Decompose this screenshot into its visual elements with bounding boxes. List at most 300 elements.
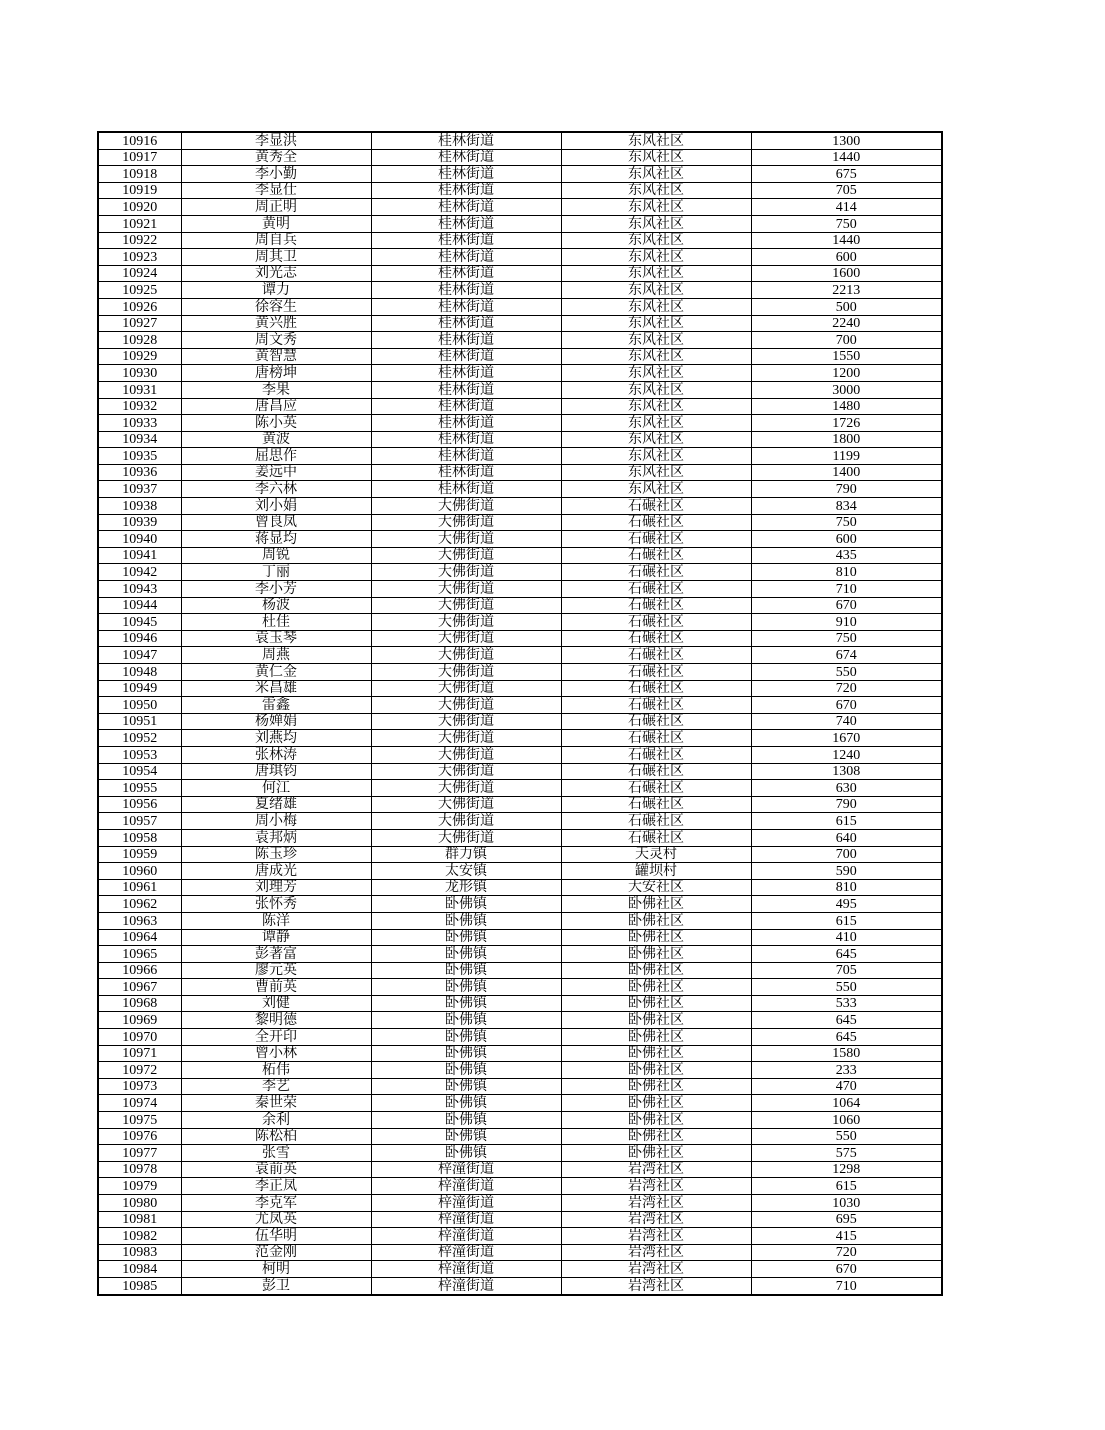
street-cell: 卧佛镇 <box>371 946 561 963</box>
table-row <box>98 664 942 681</box>
table-row <box>98 398 942 415</box>
table-row <box>98 962 942 979</box>
community-cell: 罐坝村 <box>561 863 751 880</box>
amount-cell: 2213 <box>751 282 942 299</box>
street-cell: 卧佛镇 <box>371 896 561 913</box>
name-cell: 张雪 <box>181 1145 371 1162</box>
name-cell: 李六林 <box>181 481 371 498</box>
record-id-cell: 10981 <box>98 1211 181 1228</box>
record-id-cell: 10957 <box>98 813 181 830</box>
record-id-cell: 10956 <box>98 796 181 813</box>
record-id-cell: 10966 <box>98 962 181 979</box>
amount-cell: 470 <box>751 1078 942 1095</box>
name-cell: 陈洋 <box>181 912 371 929</box>
record-id-cell: 10937 <box>98 481 181 498</box>
street-cell: 卧佛镇 <box>371 1029 561 1046</box>
table-row <box>98 1145 942 1162</box>
amount-cell: 700 <box>751 332 942 349</box>
community-cell: 卧佛社区 <box>561 1045 751 1062</box>
amount-cell: 705 <box>751 182 942 199</box>
name-cell: 李显仕 <box>181 182 371 199</box>
name-cell: 李小勤 <box>181 166 371 183</box>
community-cell: 东风社区 <box>561 348 751 365</box>
street-cell: 梓潼街道 <box>371 1261 561 1278</box>
amount-cell: 1200 <box>751 365 942 382</box>
community-cell: 石碾社区 <box>561 547 751 564</box>
record-id-cell: 10919 <box>98 182 181 199</box>
table-row <box>98 614 942 631</box>
community-cell: 石碾社区 <box>561 796 751 813</box>
street-cell: 大佛街道 <box>371 680 561 697</box>
name-cell: 李果 <box>181 381 371 398</box>
table-row <box>98 1277 942 1294</box>
street-cell: 大佛街道 <box>371 547 561 564</box>
street-cell: 卧佛镇 <box>371 1012 561 1029</box>
street-cell: 大佛街道 <box>371 597 561 614</box>
amount-cell: 414 <box>751 199 942 216</box>
record-id-cell: 10967 <box>98 979 181 996</box>
amount-cell: 1199 <box>751 448 942 465</box>
amount-cell: 600 <box>751 531 942 548</box>
name-cell: 黄明 <box>181 215 371 232</box>
amount-cell: 1600 <box>751 265 942 282</box>
record-id-cell: 10935 <box>98 448 181 465</box>
record-id-cell: 10923 <box>98 249 181 266</box>
amount-cell: 435 <box>751 547 942 564</box>
name-cell: 廖元英 <box>181 962 371 979</box>
street-cell: 桂林街道 <box>371 182 561 199</box>
community-cell: 东风社区 <box>561 182 751 199</box>
record-id-cell: 10969 <box>98 1012 181 1029</box>
amount-cell: 630 <box>751 780 942 797</box>
table-row <box>98 315 942 332</box>
table-row <box>98 1112 942 1129</box>
record-id-cell: 10983 <box>98 1244 181 1261</box>
name-cell: 尤凤英 <box>181 1211 371 1228</box>
street-cell: 桂林街道 <box>371 132 561 149</box>
street-cell: 卧佛镇 <box>371 962 561 979</box>
street-cell: 梓潼街道 <box>371 1228 561 1245</box>
community-cell: 石碾社区 <box>561 664 751 681</box>
record-id-cell: 10960 <box>98 863 181 880</box>
table-row <box>98 547 942 564</box>
name-cell: 周文秀 <box>181 332 371 349</box>
table-body <box>98 132 942 1295</box>
street-cell: 梓潼街道 <box>371 1211 561 1228</box>
table-row <box>98 481 942 498</box>
amount-cell: 834 <box>751 498 942 515</box>
amount-cell: 533 <box>751 995 942 1012</box>
street-cell: 梓潼街道 <box>371 1244 561 1261</box>
street-cell: 桂林街道 <box>371 232 561 249</box>
community-cell: 东风社区 <box>561 249 751 266</box>
amount-cell: 750 <box>751 514 942 531</box>
record-id-cell: 10953 <box>98 746 181 763</box>
record-id-cell: 10975 <box>98 1112 181 1129</box>
street-cell: 大佛街道 <box>371 647 561 664</box>
table-row <box>98 863 942 880</box>
name-cell: 李艺 <box>181 1078 371 1095</box>
record-id-cell: 10926 <box>98 298 181 315</box>
amount-cell: 670 <box>751 597 942 614</box>
name-cell: 屈思作 <box>181 448 371 465</box>
name-cell: 伍华明 <box>181 1228 371 1245</box>
record-id-cell: 10925 <box>98 282 181 299</box>
community-cell: 东风社区 <box>561 481 751 498</box>
street-cell: 桂林街道 <box>371 448 561 465</box>
record-id-cell: 10949 <box>98 680 181 697</box>
community-cell: 东风社区 <box>561 282 751 299</box>
community-cell: 东风社区 <box>561 265 751 282</box>
record-id-cell: 10927 <box>98 315 181 332</box>
street-cell: 桂林街道 <box>371 464 561 481</box>
community-cell: 东风社区 <box>561 132 751 149</box>
table-row <box>98 1062 942 1079</box>
community-cell: 大安社区 <box>561 879 751 896</box>
name-cell: 黄秀全 <box>181 149 371 166</box>
street-cell: 大佛街道 <box>371 630 561 647</box>
amount-cell: 700 <box>751 846 942 863</box>
table-row <box>98 912 942 929</box>
record-id-cell: 10976 <box>98 1128 181 1145</box>
name-cell: 李显洪 <box>181 132 371 149</box>
name-cell: 何江 <box>181 780 371 797</box>
table-row <box>98 730 942 747</box>
table-row <box>98 763 942 780</box>
table-row <box>98 846 942 863</box>
name-cell: 袁前英 <box>181 1161 371 1178</box>
record-id-cell: 10941 <box>98 547 181 564</box>
name-cell: 范金刚 <box>181 1244 371 1261</box>
record-id-cell: 10980 <box>98 1195 181 1212</box>
community-cell: 卧佛社区 <box>561 1145 751 1162</box>
amount-cell: 720 <box>751 1244 942 1261</box>
table-row <box>98 166 942 183</box>
table-row <box>98 813 942 830</box>
name-cell: 黄仁金 <box>181 664 371 681</box>
amount-cell: 1726 <box>751 415 942 432</box>
table-row <box>98 1012 942 1029</box>
amount-cell: 500 <box>751 298 942 315</box>
table-row <box>98 464 942 481</box>
amount-cell: 615 <box>751 1178 942 1195</box>
name-cell: 黄兴胜 <box>181 315 371 332</box>
name-cell: 黄波 <box>181 431 371 448</box>
record-id-cell: 10943 <box>98 581 181 598</box>
community-cell: 岩湾社区 <box>561 1178 751 1195</box>
amount-cell: 695 <box>751 1211 942 1228</box>
community-cell: 东风社区 <box>561 166 751 183</box>
record-id-cell: 10952 <box>98 730 181 747</box>
community-cell: 石碾社区 <box>561 680 751 697</box>
community-cell: 卧佛社区 <box>561 946 751 963</box>
community-cell: 东风社区 <box>561 464 751 481</box>
table-row <box>98 215 942 232</box>
amount-cell: 615 <box>751 813 942 830</box>
name-cell: 周自兵 <box>181 232 371 249</box>
street-cell: 桂林街道 <box>371 481 561 498</box>
community-cell: 卧佛社区 <box>561 912 751 929</box>
table-row <box>98 365 942 382</box>
amount-cell: 645 <box>751 1029 942 1046</box>
street-cell: 卧佛镇 <box>371 1045 561 1062</box>
name-cell: 徐容生 <box>181 298 371 315</box>
name-cell: 刘理芳 <box>181 879 371 896</box>
street-cell: 桂林街道 <box>371 431 561 448</box>
name-cell: 周燕 <box>181 647 371 664</box>
amount-cell: 710 <box>751 1277 942 1294</box>
name-cell: 张怀秀 <box>181 896 371 913</box>
community-cell: 岩湾社区 <box>561 1244 751 1261</box>
community-cell: 石碾社区 <box>561 713 751 730</box>
record-id-cell: 10918 <box>98 166 181 183</box>
community-cell: 天灵村 <box>561 846 751 863</box>
community-cell: 东风社区 <box>561 315 751 332</box>
table-row <box>98 381 942 398</box>
street-cell: 梓潼街道 <box>371 1161 561 1178</box>
community-cell: 东风社区 <box>561 415 751 432</box>
name-cell: 杨波 <box>181 597 371 614</box>
community-cell: 东风社区 <box>561 398 751 415</box>
name-cell: 刘燕均 <box>181 730 371 747</box>
street-cell: 太安镇 <box>371 863 561 880</box>
name-cell: 黄智慧 <box>181 348 371 365</box>
name-cell: 李正凤 <box>181 1178 371 1195</box>
community-cell: 石碾社区 <box>561 614 751 631</box>
amount-cell: 1240 <box>751 746 942 763</box>
name-cell: 刘光志 <box>181 265 371 282</box>
street-cell: 桂林街道 <box>371 249 561 266</box>
table-row <box>98 979 942 996</box>
amount-cell: 645 <box>751 946 942 963</box>
record-id-cell: 10924 <box>98 265 181 282</box>
community-cell: 卧佛社区 <box>561 1128 751 1145</box>
community-cell: 东风社区 <box>561 448 751 465</box>
community-cell: 石碾社区 <box>561 697 751 714</box>
name-cell: 李小芳 <box>181 581 371 598</box>
record-id-cell: 10932 <box>98 398 181 415</box>
table-row <box>98 1078 942 1095</box>
community-cell: 石碾社区 <box>561 647 751 664</box>
table-row <box>98 232 942 249</box>
name-cell: 陈玉珍 <box>181 846 371 863</box>
record-id-cell: 10930 <box>98 365 181 382</box>
table-row <box>98 1161 942 1178</box>
amount-cell: 495 <box>751 896 942 913</box>
table-row <box>98 564 942 581</box>
street-cell: 桂林街道 <box>371 282 561 299</box>
record-id-cell: 10974 <box>98 1095 181 1112</box>
amount-cell: 810 <box>751 564 942 581</box>
table-row <box>98 780 942 797</box>
amount-cell: 640 <box>751 829 942 846</box>
amount-cell: 2240 <box>751 315 942 332</box>
table-row <box>98 298 942 315</box>
amount-cell: 710 <box>751 581 942 598</box>
record-id-cell: 10965 <box>98 946 181 963</box>
amount-cell: 750 <box>751 630 942 647</box>
name-cell: 刘小娟 <box>181 498 371 515</box>
street-cell: 大佛街道 <box>371 498 561 515</box>
table-row <box>98 597 942 614</box>
amount-cell: 600 <box>751 249 942 266</box>
street-cell: 卧佛镇 <box>371 1112 561 1129</box>
community-cell: 卧佛社区 <box>561 1029 751 1046</box>
name-cell: 杜佳 <box>181 614 371 631</box>
street-cell: 桂林街道 <box>371 348 561 365</box>
amount-cell: 1550 <box>751 348 942 365</box>
name-cell: 蒋显均 <box>181 531 371 548</box>
street-cell: 卧佛镇 <box>371 1095 561 1112</box>
street-cell: 大佛街道 <box>371 813 561 830</box>
name-cell: 谭力 <box>181 282 371 299</box>
amount-cell: 1064 <box>751 1095 942 1112</box>
record-id-cell: 10984 <box>98 1261 181 1278</box>
street-cell: 龙形镇 <box>371 879 561 896</box>
community-cell: 东风社区 <box>561 365 751 382</box>
table-row <box>98 1095 942 1112</box>
name-cell: 余利 <box>181 1112 371 1129</box>
record-id-cell: 10933 <box>98 415 181 432</box>
street-cell: 桂林街道 <box>371 381 561 398</box>
name-cell: 唐榜坤 <box>181 365 371 382</box>
table-row <box>98 431 942 448</box>
record-id-cell: 10979 <box>98 1178 181 1195</box>
amount-cell: 674 <box>751 647 942 664</box>
name-cell: 彭著富 <box>181 946 371 963</box>
community-cell: 石碾社区 <box>561 531 751 548</box>
amount-cell: 1440 <box>751 149 942 166</box>
amount-cell: 615 <box>751 912 942 929</box>
record-id-cell: 10959 <box>98 846 181 863</box>
table-row <box>98 796 942 813</box>
record-id-cell: 10977 <box>98 1145 181 1162</box>
street-cell: 卧佛镇 <box>371 995 561 1012</box>
record-id-cell: 10936 <box>98 464 181 481</box>
amount-cell: 670 <box>751 697 942 714</box>
name-cell: 夏绪雄 <box>181 796 371 813</box>
table-row <box>98 896 942 913</box>
community-cell: 石碾社区 <box>561 630 751 647</box>
amount-cell: 550 <box>751 1128 942 1145</box>
name-cell: 张林涛 <box>181 746 371 763</box>
name-cell: 周正明 <box>181 199 371 216</box>
community-cell: 石碾社区 <box>561 564 751 581</box>
name-cell: 陈小英 <box>181 415 371 432</box>
community-cell: 东风社区 <box>561 381 751 398</box>
table-row <box>98 1045 942 1062</box>
name-cell: 袁玉琴 <box>181 630 371 647</box>
name-cell: 彭卫 <box>181 1277 371 1294</box>
street-cell: 桂林街道 <box>371 199 561 216</box>
amount-cell: 233 <box>751 1062 942 1079</box>
record-id-cell: 10973 <box>98 1078 181 1095</box>
amount-cell: 1298 <box>751 1161 942 1178</box>
community-cell: 岩湾社区 <box>561 1277 751 1294</box>
record-id-cell: 10938 <box>98 498 181 515</box>
amount-cell: 1800 <box>751 431 942 448</box>
street-cell: 桂林街道 <box>371 298 561 315</box>
name-cell: 曾小林 <box>181 1045 371 1062</box>
table-row <box>98 199 942 216</box>
community-cell: 石碾社区 <box>561 829 751 846</box>
community-cell: 卧佛社区 <box>561 979 751 996</box>
community-cell: 石碾社区 <box>561 597 751 614</box>
street-cell: 大佛街道 <box>371 614 561 631</box>
street-cell: 大佛街道 <box>371 780 561 797</box>
street-cell: 卧佛镇 <box>371 1128 561 1145</box>
table-row <box>98 946 942 963</box>
table-row <box>98 249 942 266</box>
name-cell: 黎明德 <box>181 1012 371 1029</box>
street-cell: 桂林街道 <box>371 398 561 415</box>
record-id-cell: 10921 <box>98 215 181 232</box>
amount-cell: 1308 <box>751 763 942 780</box>
table-row <box>98 282 942 299</box>
record-id-cell: 10978 <box>98 1161 181 1178</box>
amount-cell: 750 <box>751 215 942 232</box>
record-id-cell: 10982 <box>98 1228 181 1245</box>
table-row <box>98 879 942 896</box>
name-cell: 周锐 <box>181 547 371 564</box>
street-cell: 大佛街道 <box>371 697 561 714</box>
community-cell: 岩湾社区 <box>561 1228 751 1245</box>
amount-cell: 1400 <box>751 464 942 481</box>
community-cell: 卧佛社区 <box>561 896 751 913</box>
community-cell: 卧佛社区 <box>561 1062 751 1079</box>
record-id-cell: 10934 <box>98 431 181 448</box>
name-cell: 谭静 <box>181 929 371 946</box>
record-id-cell: 10964 <box>98 929 181 946</box>
table-row <box>98 149 942 166</box>
community-cell: 石碾社区 <box>561 730 751 747</box>
community-cell: 卧佛社区 <box>561 1078 751 1095</box>
table-row <box>98 265 942 282</box>
amount-cell: 675 <box>751 166 942 183</box>
table-row <box>98 1244 942 1261</box>
amount-cell: 645 <box>751 1012 942 1029</box>
community-cell: 石碾社区 <box>561 780 751 797</box>
street-cell: 卧佛镇 <box>371 1145 561 1162</box>
amount-cell: 740 <box>751 713 942 730</box>
amount-cell: 1300 <box>751 132 942 149</box>
record-id-cell: 10917 <box>98 149 181 166</box>
amount-cell: 1670 <box>751 730 942 747</box>
name-cell: 唐昌应 <box>181 398 371 415</box>
street-cell: 大佛街道 <box>371 746 561 763</box>
table-row <box>98 531 942 548</box>
name-cell: 唐琪钧 <box>181 763 371 780</box>
street-cell: 梓潼街道 <box>371 1195 561 1212</box>
name-cell: 曹前英 <box>181 979 371 996</box>
street-cell: 大佛街道 <box>371 829 561 846</box>
street-cell: 卧佛镇 <box>371 912 561 929</box>
amount-cell: 910 <box>751 614 942 631</box>
street-cell: 桂林街道 <box>371 166 561 183</box>
community-cell: 岩湾社区 <box>561 1211 751 1228</box>
community-cell: 石碾社区 <box>561 746 751 763</box>
record-id-cell: 10940 <box>98 531 181 548</box>
community-cell: 东风社区 <box>561 298 751 315</box>
amount-cell: 550 <box>751 979 942 996</box>
name-cell: 柘伟 <box>181 1062 371 1079</box>
community-cell: 卧佛社区 <box>561 929 751 946</box>
table-row <box>98 697 942 714</box>
amount-cell: 790 <box>751 481 942 498</box>
table-row <box>98 1228 942 1245</box>
table-row <box>98 132 942 149</box>
street-cell: 桂林街道 <box>371 365 561 382</box>
